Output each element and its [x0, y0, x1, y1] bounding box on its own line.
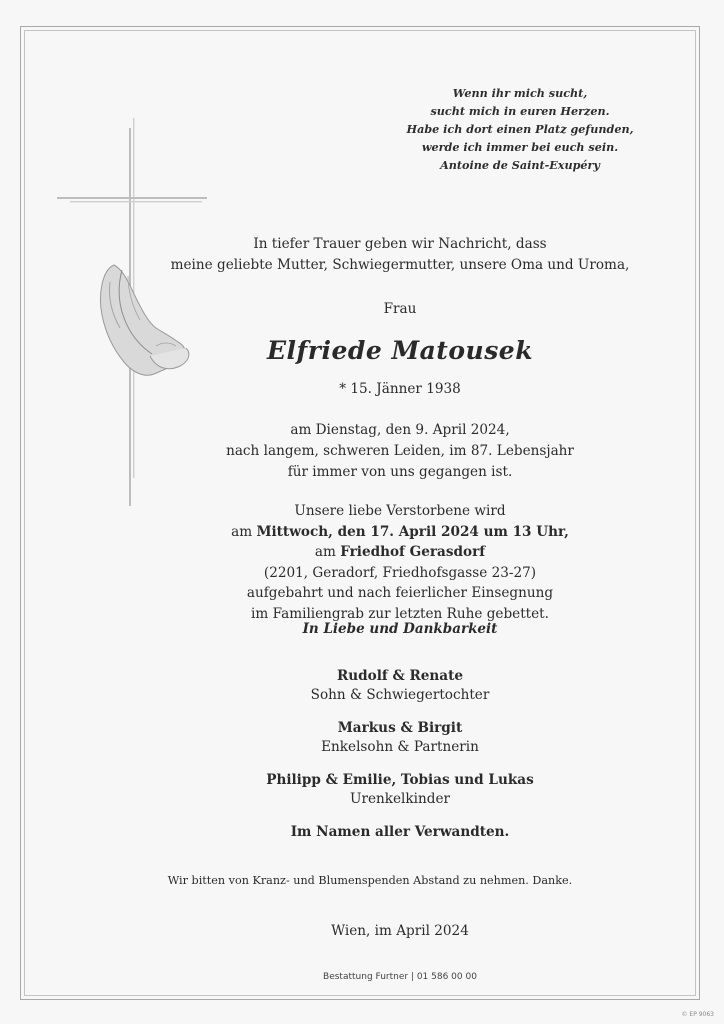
funeral-details: [150, 501, 650, 624]
funeral-home-footer: Bestattung Furtner | 01 586 00 00: [323, 972, 477, 982]
mourner-names: Markus & Birgit: [337, 720, 463, 736]
quote-line: sucht mich in euren Herzen.: [430, 104, 610, 118]
funeral-place: Friedhof Gerasdorf: [340, 544, 486, 560]
death-line: für immer von uns gegangen ist.: [287, 464, 513, 480]
cross-horizontal-beam: [57, 197, 207, 199]
quote-line: werde ich immer bei euch sein.: [421, 140, 619, 154]
salutation-text: Frau: [383, 301, 417, 317]
mourner-relation: Enkelsohn & Partnerin: [321, 739, 479, 755]
mourner-group: [150, 771, 650, 809]
intro-line: meine geliebte Mutter, Schwiegermutter, unsere Oma und Uroma,: [170, 257, 630, 273]
memorial-quote: [400, 84, 640, 174]
funeral-date-line: [150, 522, 650, 543]
funeral-date: Mittwoch, den 17. April 2024 um 13 Uhr,: [256, 523, 569, 540]
place-date-text: Wien, im April 2024: [331, 923, 469, 939]
donation-request: Wir bitten von Kranz- und Blumenspenden Abstand zu nehmen. Danke.: [167, 874, 573, 887]
mourner-group: [150, 719, 650, 757]
birth-date: [150, 379, 650, 400]
intro-text: [150, 234, 650, 276]
intro-line: In tiefer Trauer geben wir Nachricht, dass: [253, 236, 547, 252]
funeral-line: im Familiengrab zur letzten Ruhe gebettet.: [251, 605, 549, 622]
funeral-address: (2201, Geradorf, Friedhofsgasse 23-27): [263, 564, 537, 581]
relatives-line: Im Namen aller Verwandten.: [290, 824, 510, 840]
cross-horizontal-beam-shadow: [70, 201, 202, 202]
place-date: [150, 921, 650, 942]
salutation: [150, 299, 650, 320]
quote-line: Wenn ihr mich sucht,: [452, 86, 588, 100]
funeral-date-prefix: am: [231, 523, 257, 540]
mourner-relation: Sohn & Schwiegertochter: [310, 687, 490, 703]
death-line: am Dienstag, den 9. April 2024,: [290, 422, 510, 438]
quote-line: Habe ich dort einen Platz gefunden,: [406, 122, 634, 136]
funeral-place-line: [150, 542, 650, 563]
template-code: © EP 9063: [681, 1011, 714, 1018]
mourner-names: Philipp & Emilie, Tobias und Lukas: [266, 772, 534, 788]
funeral-place-prefix: am: [314, 544, 341, 560]
funeral-line: aufgebahrt und nach feierlicher Einsegnung: [246, 585, 554, 601]
birth-date-text: * 15. Jänner 1938: [339, 381, 461, 397]
quote-author: Antoine de Saint-Exupéry: [440, 158, 600, 172]
funeral-line: Unsere liebe Verstorbene wird: [294, 503, 506, 519]
death-line: nach langem, schweren Leiden, im 87. Lebensjahr: [226, 443, 574, 459]
mourner-names: Rudolf & Renate: [336, 668, 464, 684]
mourner-relation: Urenkelkinder: [350, 791, 450, 807]
closing-phrase: In Liebe und Dankbarkeit: [302, 621, 498, 637]
deceased-name: Elfriede Matousek: [266, 336, 534, 365]
mourner-group: [150, 667, 650, 705]
death-notice: [150, 420, 650, 483]
mourners-list: [150, 667, 650, 842]
